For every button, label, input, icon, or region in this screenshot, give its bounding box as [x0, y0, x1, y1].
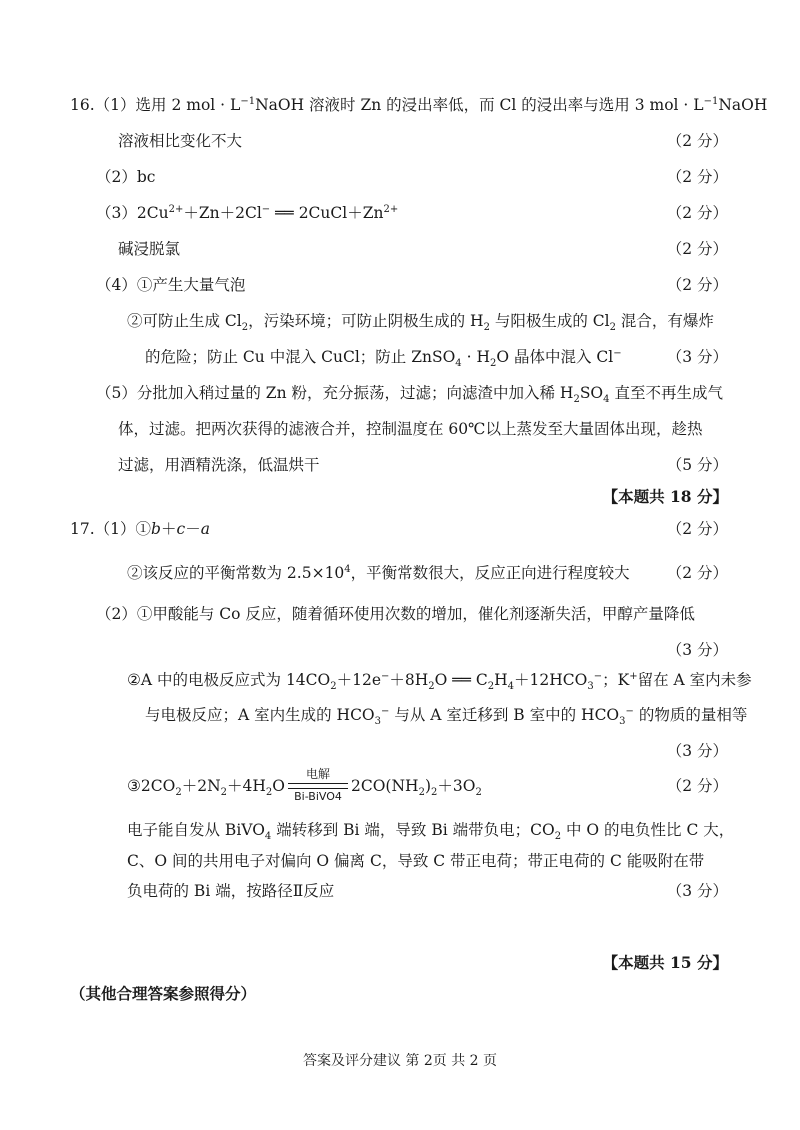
q16-p3-score2: （2 分） — [666, 240, 728, 258]
page-footer: 答案及评分建议 第 2页 共 2 页 — [302, 1053, 498, 1069]
subscript: 4 — [264, 831, 272, 843]
operator: ＋ — [160, 520, 177, 538]
superscript: − — [593, 670, 603, 682]
q16-part4-line3 — [145, 347, 622, 370]
reaction-condition-arrow — [286, 767, 350, 803]
text: · H — [461, 348, 490, 366]
subscript: 2 — [220, 787, 228, 799]
text: 中 O 的电负性比 C 大， — [561, 821, 735, 839]
subscript: 4 — [507, 681, 515, 693]
subscript: 4 — [603, 394, 610, 406]
subscript: 2 — [573, 394, 580, 406]
condition-bottom: Bi-BiVO4 — [294, 790, 342, 803]
operator: － — [185, 520, 201, 538]
q16-p5-score: （5 分） — [666, 456, 728, 474]
subscript: 4 — [455, 358, 462, 370]
text: O ══ C — [434, 671, 488, 689]
superscript: 4 — [344, 563, 351, 575]
q17-part2-line3 — [145, 705, 748, 728]
q16-p1-label: （1） — [94, 96, 136, 114]
text: 与阳极生成的 Cl — [489, 312, 610, 330]
q17-p1-score2: （2 分） — [666, 564, 728, 582]
text: ) — [424, 777, 431, 795]
q17-p2-score1: （3 分） — [666, 641, 728, 659]
text: ＋12e — [336, 671, 382, 689]
subscript: 2 — [431, 787, 438, 799]
q16-part3-line2: 碱浸脱氯 — [118, 240, 181, 258]
equation-text: 2Cu — [136, 204, 169, 222]
q16-p3-label: （3） — [96, 204, 137, 222]
text: ＋8H — [389, 671, 429, 689]
q17-explanation-line3: 负电荷的 Bi 端，按路径Ⅱ反应 — [127, 882, 335, 900]
q16-p2-score: （2 分） — [666, 168, 728, 186]
q16-part5-line1 — [96, 383, 723, 406]
text: ① — [135, 520, 152, 538]
text: 的物质的量相等 — [633, 706, 748, 724]
superscript: − — [381, 670, 390, 682]
text: 混合，有爆炸 — [616, 312, 714, 330]
subscript: 2 — [175, 787, 182, 799]
q17-explanation-line2: C、O 间的共用电子对偏向 O 偏离 C，导致 C 带正电荷；带正电荷的 C 能吸附在带 — [127, 852, 705, 870]
text: 与从 A 室迁移到 B 室中的 HCO — [389, 706, 620, 724]
q16-p2-label: （2） — [96, 168, 137, 186]
q17-p2-score3: （2 分） — [666, 777, 728, 795]
q16-part5-line2: 体，过滤。把两次获得的滤液合并，控制温度在 60℃以上蒸发至大量固体出现，趁热 — [118, 420, 703, 438]
q17-part2-line2 — [127, 670, 752, 693]
q16-p4-score1: （2 分） — [666, 276, 728, 294]
grading-note: （其他合理答案参照得分） — [70, 984, 257, 1003]
q17-part1-line2 — [127, 563, 630, 583]
text: O — [272, 777, 285, 795]
text: ①甲酸能与 Co 反应，随着循环使用次数的增加，催化剂逐渐失活，甲醇产量降低 — [136, 605, 695, 623]
text: ＋2N — [181, 777, 221, 795]
superscript: −1 — [703, 95, 719, 107]
superscript: − — [625, 705, 634, 717]
subscript: 2 — [241, 322, 249, 334]
text: ＋12HCO — [514, 671, 588, 689]
double-line-icon — [288, 783, 348, 789]
q17-part1-line1 — [70, 519, 210, 539]
q16-p3-score: （2 分） — [666, 204, 728, 222]
q16-p1-text: NaOH — [718, 96, 768, 114]
equation-text: ══ 2CuCl＋Zn — [270, 204, 384, 222]
superscript: −1 — [240, 95, 256, 107]
q16-total: 【本题共 18 分】 — [602, 487, 728, 506]
superscript: − — [261, 203, 271, 215]
text: 电子能自发从 BiVO — [127, 821, 265, 839]
q16-part5-line3: 过滤，用酒精洗涤，低温烘干 — [118, 456, 320, 474]
text: 直至不再生成气 — [609, 384, 723, 402]
subscript: 2 — [554, 831, 562, 843]
q17-p2-score2: （3 分） — [666, 742, 728, 760]
q17-p1-label: （1） — [94, 520, 136, 538]
q16-part4-line1 — [96, 275, 245, 295]
text: O 晶体中混入 Cl — [496, 348, 614, 366]
q16-p4-label: （4） — [96, 276, 137, 294]
text: SO — [579, 384, 604, 402]
equation-text: ＋Zn＋2Cl — [183, 204, 262, 222]
subscript: 2 — [489, 358, 497, 370]
text: ②可防止生成 Cl — [127, 312, 242, 330]
q17-number: 17. — [70, 520, 95, 538]
subscript: 2 — [418, 787, 425, 799]
q17-p1-score1: （2 分） — [666, 520, 728, 538]
variable: c — [176, 520, 186, 538]
subscript: 3 — [619, 716, 626, 728]
q17-part2-line1 — [96, 604, 695, 624]
q16-part1-line2: 溶液相比变化不大 — [118, 132, 243, 150]
text: 2CO(NH — [351, 777, 419, 795]
text: 留在 A 室内未参 — [637, 671, 752, 689]
subscript: 3 — [587, 681, 594, 693]
superscript: − — [381, 705, 390, 717]
text: ，污染环境；可防止阴极生成的 H — [248, 312, 484, 330]
q16-p4-text: ①产生大量气泡 — [136, 276, 246, 294]
q17-total: 【本题共 15 分】 — [602, 953, 728, 972]
superscript: 2+ — [383, 203, 399, 215]
subscript: 3 — [374, 716, 382, 728]
q16-p1-text: NaOH 溶液时 Zn 的浸出率低，而 Cl 的浸出率与选用 3 mol · L — [255, 96, 704, 114]
q16-p1-score: （2 分） — [666, 132, 728, 150]
text: ；K — [602, 671, 630, 689]
text: 分批加入稍过量的 Zn 粉，充分振荡，过滤；向滤渣中加入稀 H — [136, 384, 574, 402]
text: ③2CO — [127, 777, 176, 795]
subscript: 2 — [483, 322, 490, 334]
text: H — [494, 671, 508, 689]
text: ②该反应的平衡常数为 2.5×10 — [127, 564, 345, 582]
text: 的危险；防止 Cu 中混入 CuCl；防止 ZnSO — [145, 348, 456, 366]
condition-top: 电解 — [305, 767, 330, 781]
q16-part4-line2 — [127, 311, 714, 334]
q16-p1-text: 选用 2 mol · L — [135, 96, 241, 114]
superscript: + — [629, 670, 638, 682]
text: ＋4H — [227, 777, 266, 795]
q16-part3-equation — [96, 203, 398, 223]
text: ＋3O — [437, 777, 476, 795]
q17-part2-equation — [127, 767, 482, 803]
q16-p2-text: bc — [136, 168, 156, 186]
subscript: 2 — [609, 322, 616, 334]
q16-p4-score2: （3 分） — [666, 348, 728, 366]
subscript: 2 — [428, 681, 435, 693]
q16-number: 16. — [70, 96, 95, 114]
q16-part2 — [96, 167, 155, 187]
text: ②A 中的电极反应式为 14CO — [127, 671, 331, 689]
q17-p2-label: （2） — [96, 605, 137, 623]
q17-p2-score4: （3 分） — [666, 882, 728, 900]
superscript: 2+ — [168, 203, 184, 215]
q16-p5-label: （5） — [96, 384, 137, 402]
q16-part1-line1 — [70, 95, 767, 115]
superscript: − — [613, 347, 622, 359]
subscript: 2 — [330, 681, 337, 693]
q17-explanation-line1 — [127, 820, 735, 843]
variable: b — [151, 520, 161, 538]
subscript: 2 — [475, 787, 482, 799]
text: 与电极反应；A 室内生成的 HCO — [145, 706, 375, 724]
text: 端转移到 Bi 端，导致 Bi 端带负电；CO — [271, 821, 555, 839]
subscript: 2 — [265, 787, 273, 799]
subscript: 2 — [487, 681, 495, 693]
text: ，平衡常数很大，反应正向进行程度较大 — [350, 564, 630, 582]
variable: a — [200, 520, 210, 538]
